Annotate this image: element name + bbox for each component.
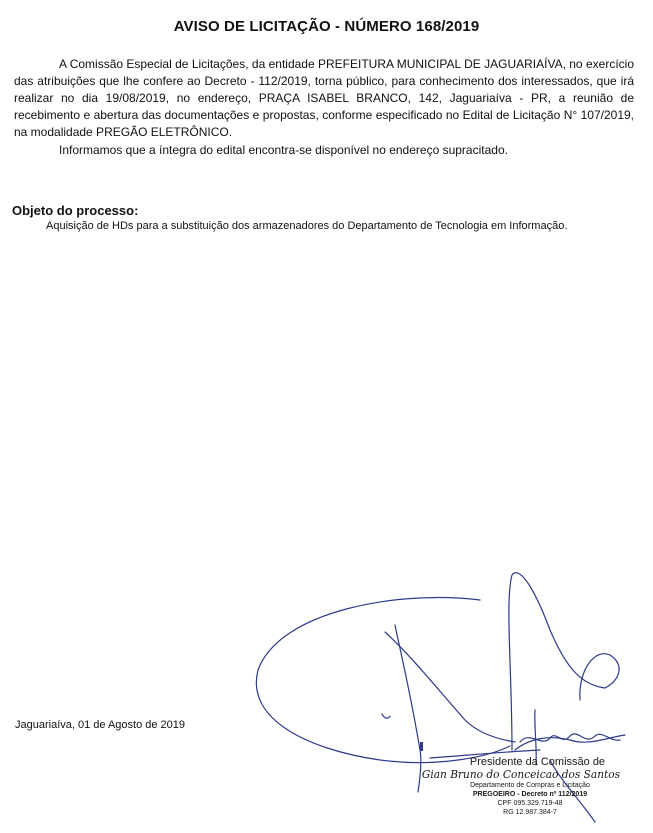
signature-stamp [420, 756, 640, 817]
stamp-name: Gian Bruno do Conceicao dos Santos [421, 767, 621, 781]
stamp-department: Departamento de Compras e Licitação [470, 782, 590, 789]
document-title: AVISO DE LICITAÇÃO - NÚMERO 168/2019 [173, 18, 480, 35]
object-description: Aquisição de HDs para a substituição dos armazenadores do Departamento de Tecnologia em Informação. [46, 220, 568, 232]
availability-paragraph: Informamos que a íntegra do edital encontra-se disponível no endereço supracitado. [59, 143, 508, 157]
stamp-title: Presidente da Comissão de [469, 756, 606, 768]
object-heading: Objeto do processo: [12, 203, 139, 218]
stamp-role: PREGOEIRO - Decreto nº 112/2019 [472, 791, 588, 798]
notice-paragraph: A Comissão Especial de Licitações, da entidade PREFEITURA MUNICIPAL DE JAGUARIAÍVA, no exercício das atribuições que lhe confere ao Decreto - 112/2019, torna público, para conhecimento dos interessados, que irá realizar no dia 19/08/2019, no endereço, PRAÇA ISABEL BRANCO, 142, Jaguariaíva - PR, a reunião de recebimento e abertura das documentações e propostas, conforme especificado no Edital de Licitação N° 107/2019, na modalidade PREGÃO ELETRÔNICO. [14, 57, 634, 139]
stamp-rg: RG 12.987.384-7 [503, 809, 557, 816]
date-line: Jaguariaíva, 01 de Agosto de 2019 [15, 719, 186, 731]
stamp-cpf: CPF 095.329.719-48 [497, 800, 563, 807]
